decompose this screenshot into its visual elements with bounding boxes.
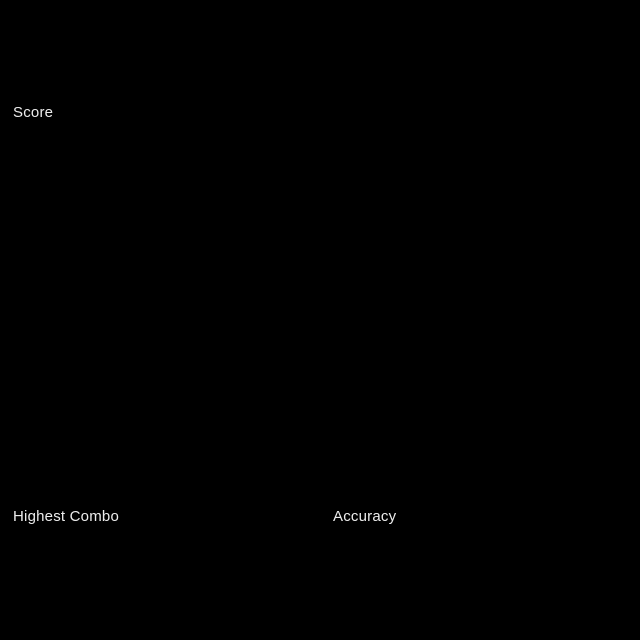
accuracy-label: Accuracy	[333, 508, 397, 525]
highest-combo-label: Highest Combo	[13, 508, 119, 525]
score-label: Score	[13, 104, 54, 121]
